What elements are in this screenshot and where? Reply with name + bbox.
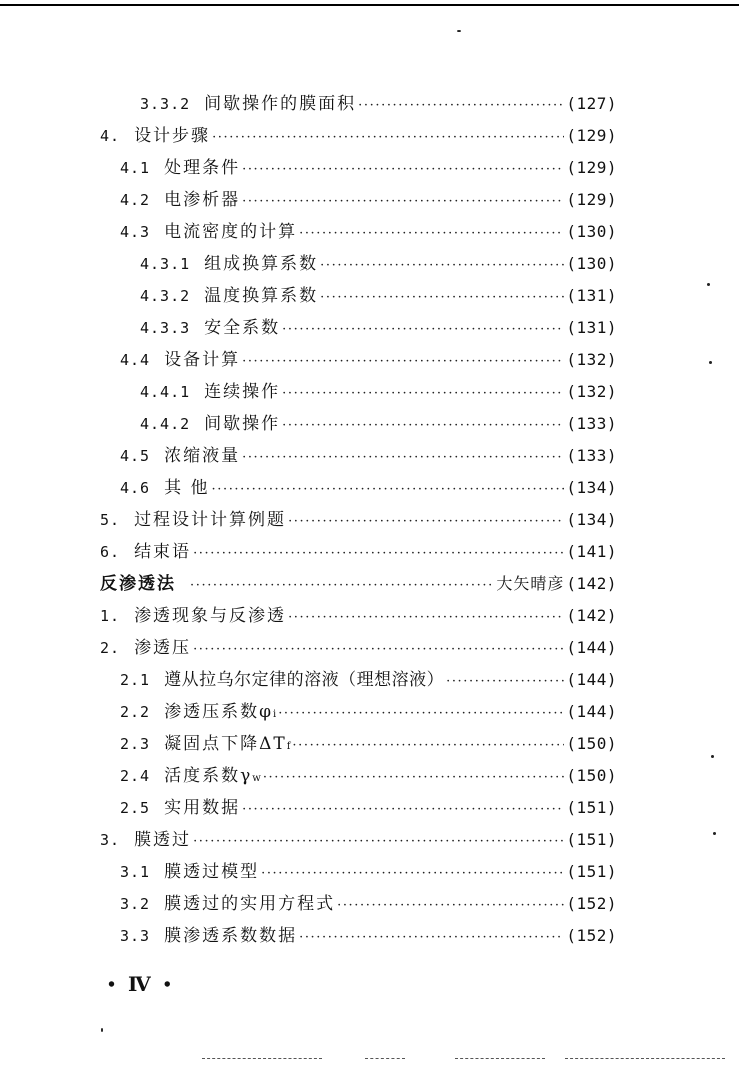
toc-entry xyxy=(120,216,617,248)
leader-dots xyxy=(193,538,564,570)
leader-dots xyxy=(193,826,564,858)
toc-entry-title: 电流密度的计算 xyxy=(164,222,298,242)
toc-part-heading xyxy=(100,568,617,600)
toc-entry-title: 安全系数 xyxy=(204,318,281,338)
toc-entry-title: 设计步骤 xyxy=(134,126,211,146)
top-border-line xyxy=(0,4,739,6)
toc-entry-title: 间歇操作 xyxy=(204,414,281,434)
leader-dots xyxy=(212,122,564,154)
toc-entry xyxy=(120,696,617,728)
toc-entry-title: 膜透过的实用方程式 xyxy=(164,894,336,914)
toc-entry-number: 1. xyxy=(100,607,121,625)
leader-dots xyxy=(288,506,564,538)
toc-entry-title: 膜透过 xyxy=(134,830,192,850)
toc-entry-number: 3. xyxy=(100,831,121,849)
toc-entry-title: 膜渗透系数数据 xyxy=(164,926,298,946)
toc-entry-title: 反渗透法 xyxy=(100,574,176,594)
toc-entry-title: 组成换算系数 xyxy=(204,254,319,274)
toc-entry-page: (150) xyxy=(566,766,617,785)
toc-entry-number: 4.6 xyxy=(120,479,151,497)
toc-entry-page: (144) xyxy=(566,638,617,657)
leader-dots xyxy=(337,890,564,922)
toc-entry-number: 4.3.1 xyxy=(140,255,191,273)
toc-entry-title: 渗透压 xyxy=(134,638,192,658)
leader-dots xyxy=(212,474,565,506)
symbol-subscript: w xyxy=(252,773,261,784)
toc-entry-title: 其 他 xyxy=(164,478,210,498)
toc-entry-number: 4.4.2 xyxy=(140,415,191,433)
leader-dots xyxy=(299,218,564,250)
toc-entry xyxy=(120,856,617,888)
leader-dots xyxy=(320,282,564,314)
leader-dots xyxy=(242,794,564,826)
toc-entry-title: 处理条件 xyxy=(164,158,241,178)
toc-entry xyxy=(120,728,617,760)
leader-dots xyxy=(292,730,564,762)
toc-entry xyxy=(120,440,617,472)
toc-entry xyxy=(100,536,617,568)
toc-entry-number: 4.4 xyxy=(120,351,151,369)
scan-speck xyxy=(709,361,712,364)
toc-entry-number: 4.3 xyxy=(120,223,151,241)
toc-entry-page: (144) xyxy=(566,702,617,721)
scan-edge-mark xyxy=(455,1058,545,1060)
leader-dots xyxy=(288,602,564,634)
toc-entry-title: 结束语 xyxy=(134,542,192,562)
toc-entry-title: 电渗析器 xyxy=(164,190,241,210)
toc-entry-title: 连续操作 xyxy=(204,382,281,402)
toc-entry-page: (134) xyxy=(566,478,617,497)
symbol-subscript: f xyxy=(286,741,291,752)
toc-entry xyxy=(120,472,617,504)
scan-edge-mark xyxy=(365,1058,405,1060)
toc-entry-page: (131) xyxy=(566,286,617,305)
symbol-subscript: i xyxy=(273,709,277,720)
toc-entry-title: 渗透现象与反渗透 xyxy=(134,606,287,626)
toc-entry-page: (129) xyxy=(566,158,617,177)
toc-entry xyxy=(100,504,617,536)
leader-dots xyxy=(263,762,565,794)
toc-entry-title: 渗透压系数φ xyxy=(164,702,273,722)
toc-entry xyxy=(100,120,617,152)
toc-entry-page: (141) xyxy=(566,542,617,561)
toc-entry-page: (150) xyxy=(566,734,617,753)
toc-entry xyxy=(120,792,617,824)
toc-entry xyxy=(140,88,617,120)
toc-entry-number: 4.5 xyxy=(120,447,151,465)
toc-entry-number: 2.2 xyxy=(120,703,151,721)
leader-dots xyxy=(242,186,564,218)
toc-entry-page: (151) xyxy=(566,862,617,881)
toc-entry-number: 4.1 xyxy=(120,159,151,177)
toc-entry-page: (133) xyxy=(566,446,617,465)
toc-entry-page: (130) xyxy=(566,222,617,241)
toc-entry xyxy=(140,248,617,280)
toc-entry-title: 活度系数γ xyxy=(164,766,253,786)
toc-entry-number: 3.1 xyxy=(120,863,151,881)
toc-entry xyxy=(100,632,617,664)
toc-entry-number: 2.1 xyxy=(120,671,151,689)
toc-entry-page: (131) xyxy=(566,318,617,337)
toc-entry xyxy=(140,280,617,312)
toc-entry-page: (130) xyxy=(566,254,617,273)
toc-entry-number: 3.2 xyxy=(120,895,151,913)
toc-entry-title: 浓缩液量 xyxy=(164,446,241,466)
scan-edge-mark xyxy=(202,1058,322,1060)
toc-entry xyxy=(100,824,617,856)
toc-entry-title: 膜透过模型 xyxy=(164,862,260,882)
toc-entry-number: 2.5 xyxy=(120,799,151,817)
toc-entry-number: 4.3.3 xyxy=(140,319,191,337)
toc-entry-page: (129) xyxy=(566,126,617,145)
scan-speck xyxy=(713,832,716,835)
leader-dots xyxy=(278,698,564,730)
leader-dots xyxy=(282,410,564,442)
toc-entry-number: 3.3.2 xyxy=(140,95,191,113)
toc-entry-number: 4.2 xyxy=(120,191,151,209)
toc-entry xyxy=(120,920,617,952)
leader-dots xyxy=(358,90,564,122)
page-number-marker: • Ⅳ • xyxy=(108,974,175,996)
toc-entry xyxy=(120,344,617,376)
toc-entry-page: (132) xyxy=(566,350,617,369)
scan-speck xyxy=(101,1028,103,1032)
toc-entry-page: (133) xyxy=(566,414,617,433)
leader-dots xyxy=(446,666,564,698)
toc-entry-page: (134) xyxy=(566,510,617,529)
toc-entry-title: 间歇操作的膜面积 xyxy=(204,94,357,114)
toc-entry-page: (152) xyxy=(566,926,617,945)
toc-entry xyxy=(120,184,617,216)
leader-dots xyxy=(190,570,494,602)
leader-dots xyxy=(242,442,564,474)
toc-entry-page: (127) xyxy=(566,94,617,113)
toc-entry-page: (152) xyxy=(566,894,617,913)
toc-entry-number: 5. xyxy=(100,511,121,529)
toc-entry xyxy=(100,600,617,632)
toc-entry-number: 6. xyxy=(100,543,121,561)
leader-dots xyxy=(299,922,564,954)
toc-entry-number: 2.4 xyxy=(120,767,151,785)
toc-entry-title: 过程设计计算例题 xyxy=(134,510,287,530)
toc-entry-number: 4. xyxy=(100,127,121,145)
toc-entry xyxy=(120,664,617,696)
scan-speck xyxy=(707,283,710,286)
toc-entry xyxy=(120,888,617,920)
toc-entry-title: 凝固点下降ΔT xyxy=(164,734,287,754)
toc-entry-title: 遵从拉乌尔定律的溶液（理想溶液） xyxy=(164,670,445,690)
toc-entry-number: 3.3 xyxy=(120,927,151,945)
toc-entry-page: (132) xyxy=(566,382,617,401)
leader-dots xyxy=(193,634,564,666)
toc-entry-page: (142) xyxy=(566,606,617,625)
toc-entry xyxy=(140,312,617,344)
toc-entry-number: 2. xyxy=(100,639,121,657)
toc-entry-page: (142) xyxy=(566,574,617,593)
scan-edge-mark xyxy=(565,1058,725,1060)
toc-entry xyxy=(140,408,617,440)
toc-entry-number: 4.3.2 xyxy=(140,287,191,305)
toc-entry-number: 2.3 xyxy=(120,735,151,753)
toc-entry-number: 4.4.1 xyxy=(140,383,191,401)
leader-dots xyxy=(282,314,564,346)
toc-entry xyxy=(120,152,617,184)
leader-dots xyxy=(261,858,564,890)
toc-entry xyxy=(120,760,617,792)
toc-entry xyxy=(140,376,617,408)
toc-entry-author: 大矢晴彦 xyxy=(496,574,565,593)
leader-dots xyxy=(242,346,564,378)
leader-dots xyxy=(242,154,564,186)
toc-entry-title: 设备计算 xyxy=(164,350,241,370)
leader-dots xyxy=(282,378,564,410)
scan-speck xyxy=(711,755,714,758)
leader-dots xyxy=(320,250,564,282)
toc-entry-page: (151) xyxy=(566,798,617,817)
toc-entry-title: 温度换算系数 xyxy=(204,286,319,306)
toc-entry-page: (144) xyxy=(566,670,617,689)
toc-entry-page: (151) xyxy=(566,830,617,849)
toc-entry-page: (129) xyxy=(566,190,617,209)
toc-entry-title: 实用数据 xyxy=(164,798,241,818)
scan-speck xyxy=(457,30,461,32)
